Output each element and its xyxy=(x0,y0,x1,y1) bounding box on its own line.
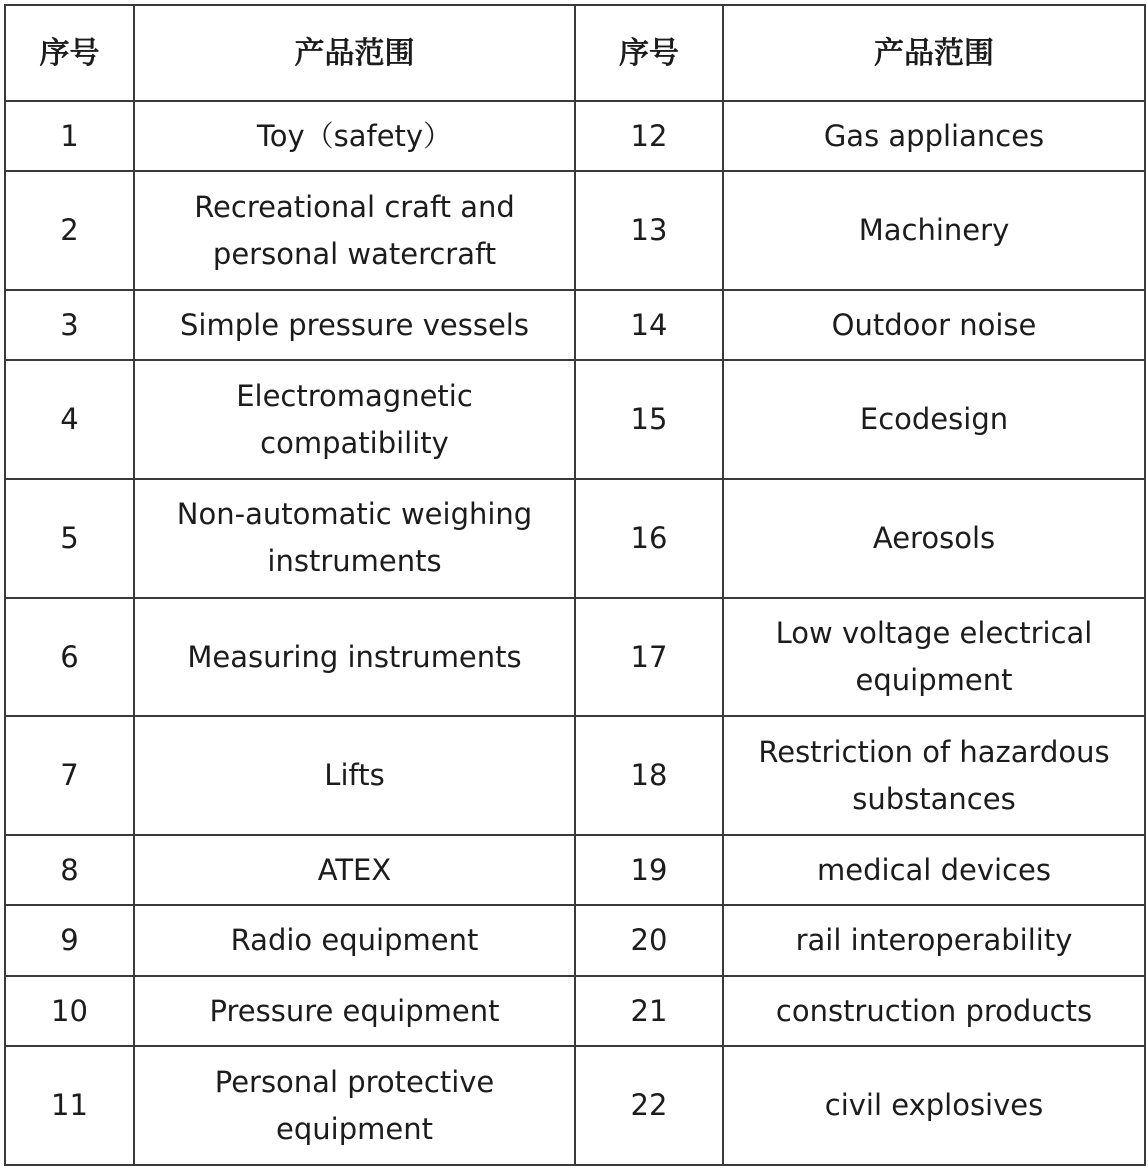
header-product-scope-left: 产品范围 xyxy=(134,5,575,101)
cell-number: 13 xyxy=(575,171,723,290)
cell-number: 17 xyxy=(575,598,723,717)
header-product-scope-right: 产品范围 xyxy=(723,5,1145,101)
cell-number: 2 xyxy=(5,171,134,290)
cell-product: Low voltage electrical equipment xyxy=(723,598,1145,717)
cell-number: 9 xyxy=(5,905,134,975)
table-row xyxy=(5,598,1145,717)
cell-number: 1 xyxy=(5,101,134,171)
table-row xyxy=(5,976,1145,1046)
header-serial-number-left: 序号 xyxy=(5,5,134,101)
cell-product: rail interoperability xyxy=(723,905,1145,975)
table-row xyxy=(5,360,1145,479)
product-scope-table-wrapper xyxy=(4,4,1144,1166)
cell-product: Pressure equipment xyxy=(134,976,575,1046)
table-row xyxy=(5,835,1145,905)
cell-number: 12 xyxy=(575,101,723,171)
cell-number: 8 xyxy=(5,835,134,905)
cell-product: medical devices xyxy=(723,835,1145,905)
cell-number: 4 xyxy=(5,360,134,479)
cell-product: Measuring instruments xyxy=(134,598,575,717)
cell-product: Lifts xyxy=(134,716,575,835)
cell-product: Electromagnetic compatibility xyxy=(134,360,575,479)
table-header-row xyxy=(5,5,1145,101)
cell-product: Non-automatic weighing instruments xyxy=(134,479,575,598)
cell-number: 6 xyxy=(5,598,134,717)
cell-product: Aerosols xyxy=(723,479,1145,598)
cell-product: Outdoor noise xyxy=(723,290,1145,360)
cell-product: construction products xyxy=(723,976,1145,1046)
cell-number: 5 xyxy=(5,479,134,598)
cell-product: Restriction of hazardous substances xyxy=(723,716,1145,835)
cell-product: Ecodesign xyxy=(723,360,1145,479)
cell-number: 16 xyxy=(575,479,723,598)
cell-number: 3 xyxy=(5,290,134,360)
table-row xyxy=(5,171,1145,290)
cell-number: 7 xyxy=(5,716,134,835)
cell-number: 21 xyxy=(575,976,723,1046)
table-row xyxy=(5,290,1145,360)
cell-product: Recreational craft and personal watercraft xyxy=(134,171,575,290)
cell-product: Toy（safety） xyxy=(134,101,575,171)
cell-number: 14 xyxy=(575,290,723,360)
cell-number: 11 xyxy=(5,1046,134,1165)
cell-product: Radio equipment xyxy=(134,905,575,975)
header-serial-number-right: 序号 xyxy=(575,5,723,101)
cell-product: Machinery xyxy=(723,171,1145,290)
cell-number: 18 xyxy=(575,716,723,835)
product-scope-table xyxy=(4,4,1146,1166)
cell-product: Personal protective equipment xyxy=(134,1046,575,1165)
table-row xyxy=(5,905,1145,975)
table-row xyxy=(5,101,1145,171)
cell-product: Gas appliances xyxy=(723,101,1145,171)
table-row xyxy=(5,716,1145,835)
table-row xyxy=(5,479,1145,598)
cell-number: 10 xyxy=(5,976,134,1046)
cell-number: 19 xyxy=(575,835,723,905)
cell-number: 15 xyxy=(575,360,723,479)
cell-product: Simple pressure vessels xyxy=(134,290,575,360)
cell-product: civil explosives xyxy=(723,1046,1145,1165)
cell-number: 20 xyxy=(575,905,723,975)
cell-number: 22 xyxy=(575,1046,723,1165)
table-row xyxy=(5,1046,1145,1165)
cell-product: ATEX xyxy=(134,835,575,905)
